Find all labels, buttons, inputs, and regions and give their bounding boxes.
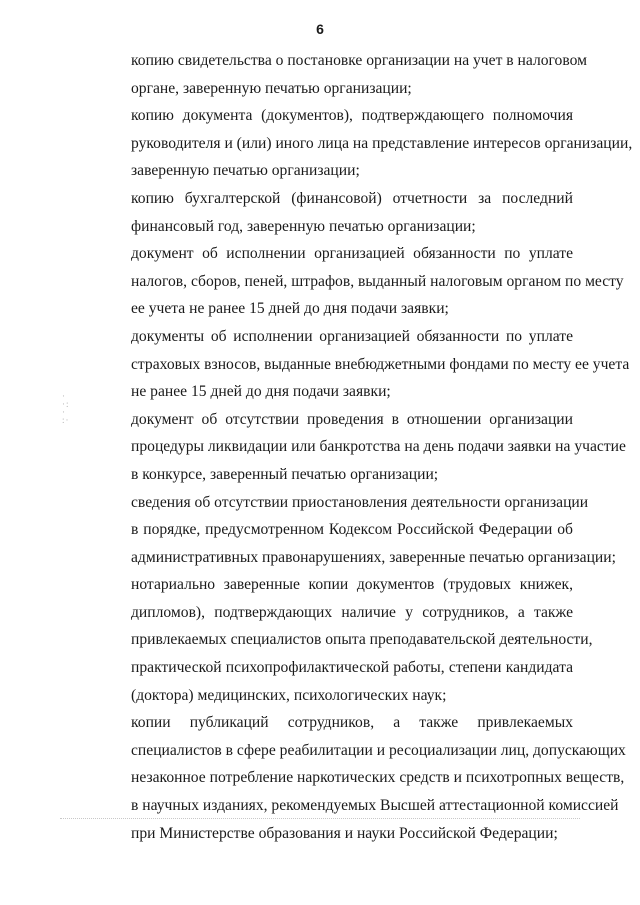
text-line: руководителя и (или) иного лица на представление интересов организации, — [131, 134, 633, 152]
text-line: сведения об отсутствии приостановления деятельности организации — [131, 493, 589, 511]
text-line: в конкурсе, заверенный печатью организации; — [131, 465, 439, 483]
text-line: процедуры ликвидации или банкротства на день подачи заявки на участие — [131, 438, 626, 456]
paragraph-notarized-copies — [87, 571, 593, 709]
text-line: копии публикаций сотрудников, а также привлекаемых — [131, 714, 573, 732]
text-line: специалистов в сфере реабилитации и ресоциализации лиц, допускающих — [131, 741, 626, 759]
text-line: привлекаемых специалистов опыта преподавательской деятельности, — [131, 631, 593, 649]
text-line: документ об отсутствии проведения в отношении организации — [131, 410, 573, 428]
text-line: нотариально заверенные копии документов (трудовых книжек, — [131, 576, 573, 594]
text-line: административных правонарушениях, заверенные печатью организации; — [131, 548, 616, 566]
document-body — [87, 47, 633, 847]
text-line: страховых взносов, выданные внебюджетными фондами по месту ее учета — [131, 355, 630, 373]
text-line: документы об исполнении организацией обязанности по уплате — [131, 327, 573, 345]
text-line: органе, заверенную печатью организации; — [131, 79, 412, 97]
text-line: в порядке, предусмотренном Кодексом Российской Федерации об — [131, 521, 573, 539]
text-line: заверенную печатью организации; — [131, 162, 360, 180]
paragraph-tax-obligations — [87, 240, 624, 323]
text-line: ее учета не ранее 15 дней до дня подачи заявки; — [131, 300, 449, 318]
paragraph-financial-statements — [87, 185, 573, 240]
scan-artifact: · ·: · :· — [62, 391, 70, 425]
text-line: документ об исполнении организацией обязанности по уплате — [131, 245, 573, 263]
text-line: копию документа (документов), подтверждающего полномочия — [131, 107, 573, 125]
scan-edge-line — [60, 818, 580, 819]
text-line: финансовый год, заверенную печатью организации; — [131, 217, 476, 235]
text-line: копию бухгалтерской (финансовой) отчетности за последний — [131, 189, 573, 207]
text-line: в научных изданиях, рекомендуемых Высшей аттестационной комиссией — [131, 797, 619, 815]
paragraph-authority-document — [87, 102, 633, 185]
paragraph-publications — [87, 709, 626, 847]
paragraph-no-liquidation — [87, 406, 626, 489]
text-line: копию свидетельства о постановке организации на учет в налоговом — [131, 52, 587, 69]
paragraph-tax-registration-certificate — [87, 47, 587, 102]
text-line: дипломов), подтверждающих наличие у сотрудников, а также — [131, 603, 573, 621]
text-line: незаконное потребление наркотических средств и психотропных веществ, — [131, 769, 625, 787]
paragraph-no-suspension — [87, 489, 616, 572]
text-line: практической психопрофилактической работы, степени кандидата — [131, 659, 573, 677]
text-line: (доктора) медицинских, психологических наук; — [131, 686, 447, 704]
page-number: 6 — [316, 21, 324, 37]
text-line: налогов, сборов, пеней, штрафов, выданный налоговым органом по месту — [131, 272, 624, 290]
text-line: не ранее 15 дней до дня подачи заявки; — [131, 383, 391, 401]
paragraph-insurance-contributions — [87, 323, 630, 406]
text-line: при Министерстве образования и науки Российской Федерации; — [131, 824, 558, 842]
